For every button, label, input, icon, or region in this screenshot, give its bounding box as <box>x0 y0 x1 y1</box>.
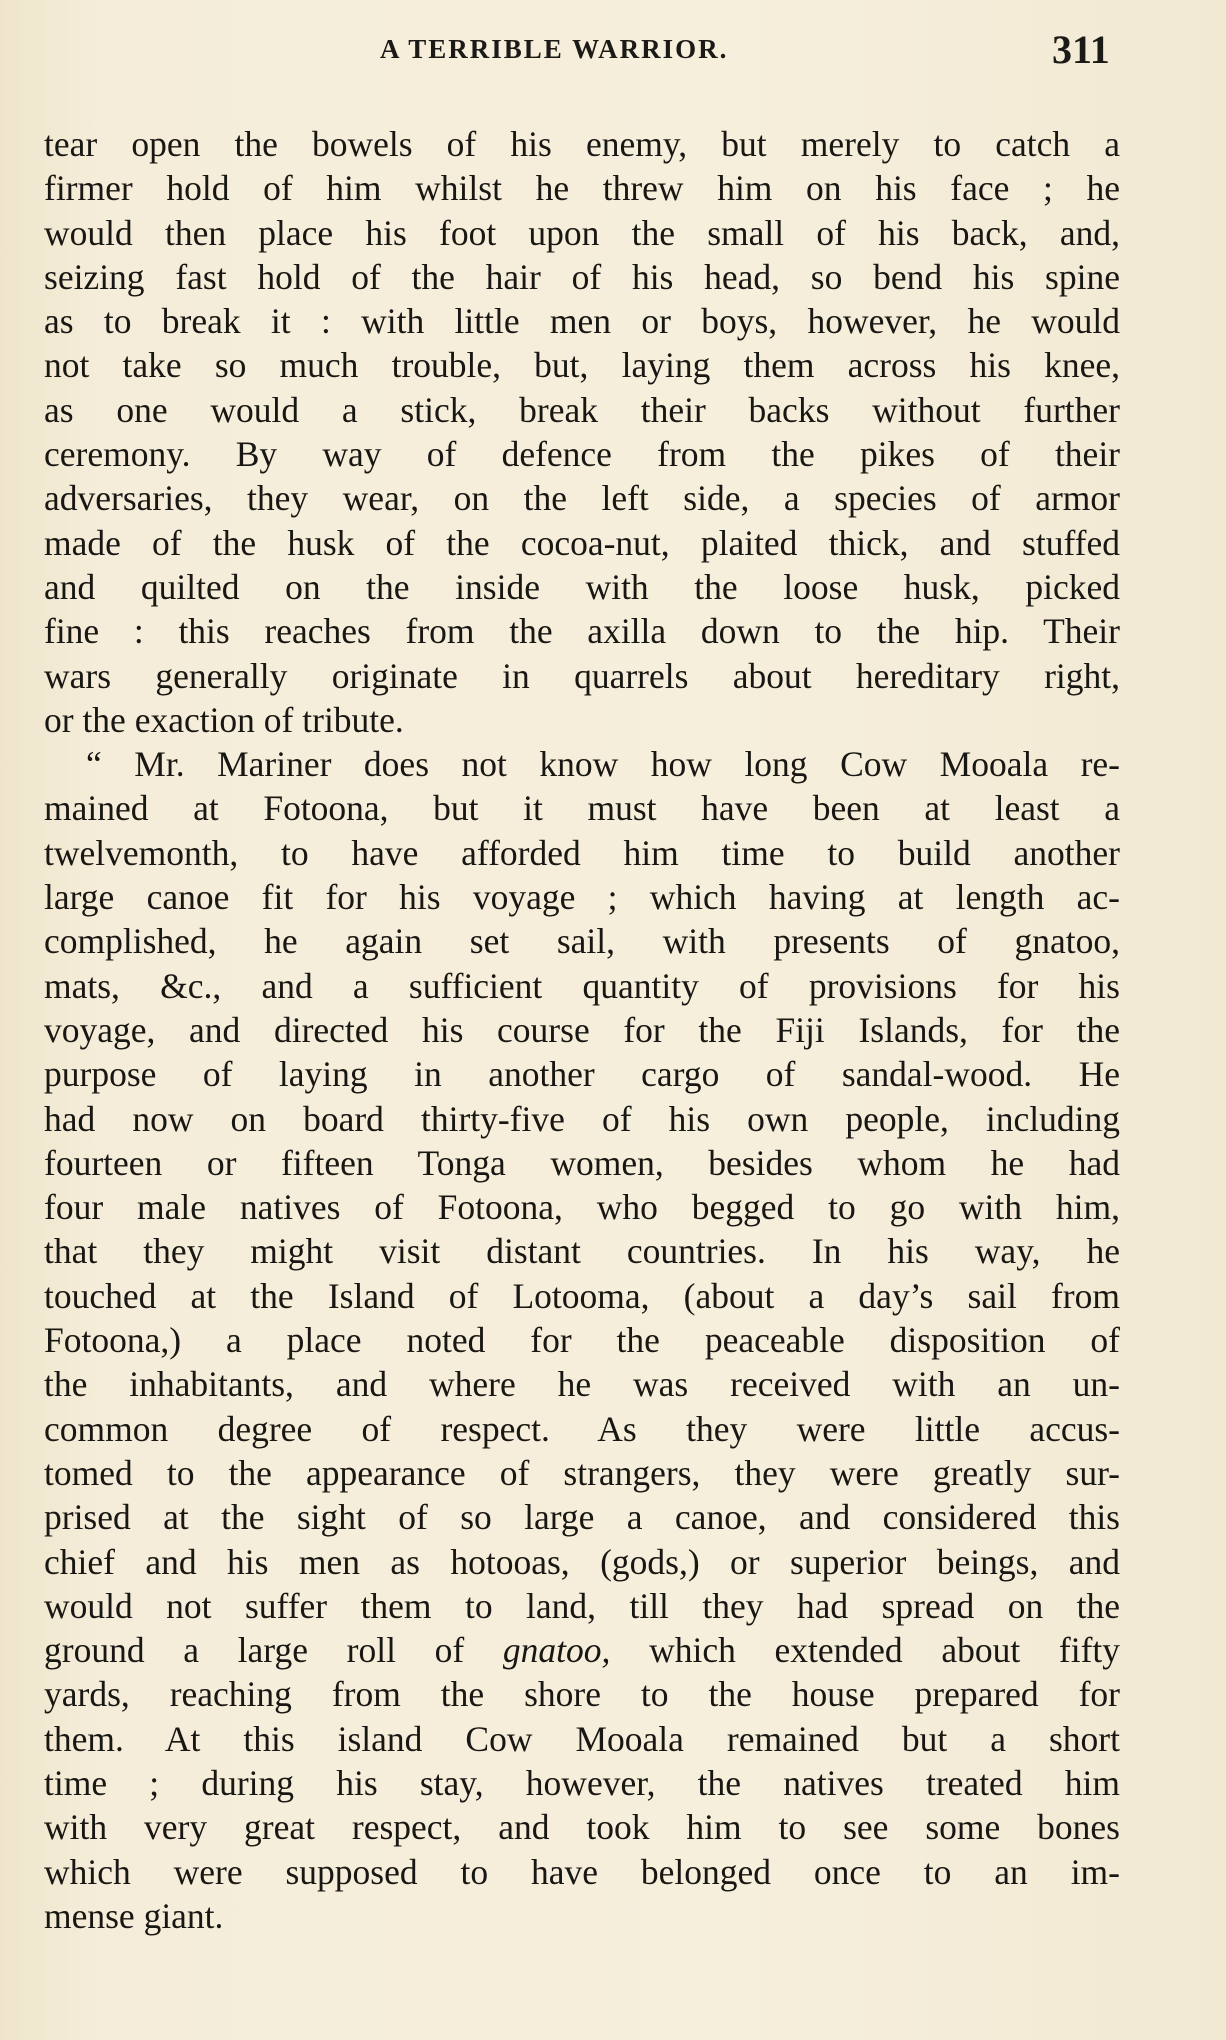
text-fragment: ground a large roll of <box>44 1630 465 1671</box>
text-line: would not suffer them to land, till they had spread on the <box>44 1585 1120 1626</box>
body-text <box>44 122 1120 1938</box>
text-line: which were supposed to have belonged once to an im- <box>44 1851 1120 1892</box>
text-line: wars generally originate in quarrels about hereditary right, <box>44 655 1120 696</box>
text-line: would then place his foot upon the small of his back, and, <box>44 212 1120 253</box>
text-line: with very great respect, and took him to see some bones <box>44 1807 1120 1848</box>
text-line: prised at the sight of so large a canoe, and considered this <box>44 1497 1120 1538</box>
text-line: ceremony. By way of defence from the pikes of their <box>44 434 1120 475</box>
text-line: purpose of laying in another cargo of sandal-wood. He <box>44 1054 1120 1095</box>
text-line: four male natives of Fotoona, who begged to go with him, <box>44 1187 1120 1228</box>
page-number: 311 <box>1052 27 1110 72</box>
italic-word: gnatoo, <box>502 1630 611 1671</box>
text-line: mained at Fotoona, but it must have been at least a <box>44 788 1120 829</box>
text-line: fine : this reaches from the axilla down to the hip. Their <box>44 611 1120 652</box>
text-line: complished, he again set sail, with presents of gnatoo, <box>44 921 1120 962</box>
text-line: tomed to the appearance of strangers, they were greatly sur- <box>44 1452 1120 1493</box>
text-line: touched at the Island of Lotooma, (about a day’s sail from <box>44 1275 1120 1316</box>
text-line: adversaries, they wear, on the left side, a species of armor <box>44 478 1120 519</box>
text-line: or the exaction of tribute. <box>44 699 404 740</box>
text-line: tear open the bowels of his enemy, but merely to catch a <box>44 124 1120 164</box>
text-line: them. At this island Cow Mooala remained but a short <box>44 1718 1120 1759</box>
text-line: voyage, and directed his course for the Fiji Islands, for the <box>44 1009 1120 1050</box>
text-line: firmer hold of him whilst he threw him on his face ; he <box>44 168 1120 209</box>
text-line: the inhabitants, and where he was received with an un- <box>44 1364 1120 1405</box>
running-title: A TERRIBLE WARRIOR. <box>380 34 729 64</box>
text-line: fourteen or fifteen Tonga women, besides whom he had <box>44 1142 1120 1183</box>
text-line: yards, reaching from the shore to the house prepared for <box>44 1674 1120 1715</box>
text-line: “ Mr. Mariner does not know how long Cow Mooala re- <box>86 744 1120 785</box>
text-line: had now on board thirty-five of his own people, including <box>44 1098 1120 1139</box>
text-line-with-italic <box>44 1628 1120 1672</box>
text-line: mense giant. <box>44 1895 224 1936</box>
text-line: and quilted on the inside with the loose husk, picked <box>44 566 1120 607</box>
text-line: not take so much trouble, but, laying them across his knee, <box>44 345 1120 386</box>
text-line: made of the husk of the cocoa-nut, plaited thick, and stuffed <box>44 522 1120 563</box>
text-line: that they might visit distant countries. In his way, he <box>44 1231 1120 1272</box>
text-line: as to break it : with little men or boys, however, he would <box>44 301 1120 342</box>
text-fragment: which extended about fifty <box>649 1630 1121 1671</box>
text-line: as one would a stick, break their backs without further <box>44 389 1120 430</box>
text-line: chief and his men as hotooas, (gods,) or superior beings, and <box>44 1541 1120 1582</box>
text-line: time ; during his stay, however, the natives treated him <box>44 1762 1120 1803</box>
text-line: large canoe fit for his voyage ; which having at length ac- <box>44 877 1120 918</box>
text-line: mats, &c., and a sufficient quantity of provisions for his <box>44 965 1120 1006</box>
text-line: twelvemonth, to have afforded him time to build another <box>44 832 1120 873</box>
text-line: common degree of respect. As they were little accus- <box>44 1408 1120 1449</box>
text-line: Fotoona,) a place noted for the peaceable disposition of <box>44 1320 1120 1361</box>
text-line: seizing fast hold of the hair of his head, so bend his spine <box>44 256 1120 297</box>
